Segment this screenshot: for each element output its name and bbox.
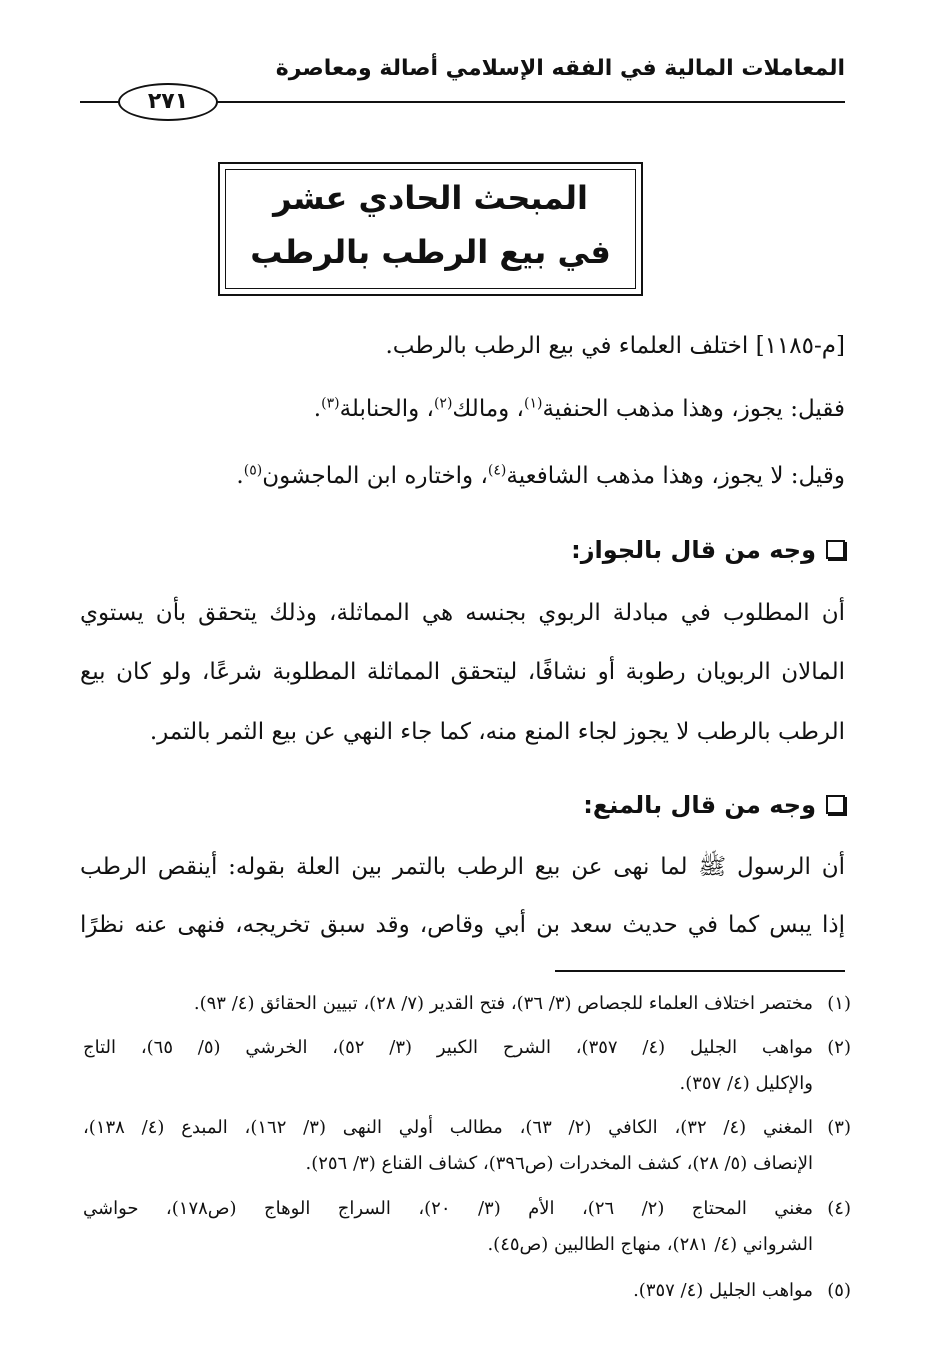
section-heading-forbid <box>80 785 845 825</box>
footnote-3 <box>81 1112 851 1176</box>
chapter-title-frame <box>218 162 643 296</box>
footnote-marker-2: (٢) <box>433 395 453 412</box>
opinion-permit <box>80 389 845 429</box>
opinion-permit-text-4: . <box>313 396 322 422</box>
chapter-title-line-1: المبحث الحادي عشر <box>273 179 588 217</box>
footnote-text: مواهب الجليل (٤/ ٣٥٧)، الشرح الكبير (٣/ ٥٢)، الخرشي (٥/ ٦٥)، التاج <box>83 1037 814 1058</box>
opinion-forbid-text-3: . <box>236 463 244 489</box>
footnote-number: (٣) <box>827 1117 851 1138</box>
opinion-forbid-text-1: وقيل: لا يجوز، وهذا مذهب الشافعية <box>506 463 845 489</box>
footnote-rule <box>555 970 845 972</box>
paragraph-line: إذا يبس كما في حديث سعد بن أبي وقاص، وقد سبق تخريجه، فنهى عنه نظرًا <box>80 912 845 938</box>
footnote-text: مغني المحتاج (٢/ ٢٦)، الأم (٣/ ٢٠)، السراج الوهاج (ص١٧٨)، حواشي <box>83 1198 814 1219</box>
opinion-permit-text-3: ، والحنابلة <box>339 396 434 422</box>
paragraph-line: الرطب بالرطب لا يجوز لجاء المنع منه، كما جاء النهي عن بيع الثمر بالتمر. <box>149 719 845 745</box>
footnote-number: (٥) <box>827 1280 851 1301</box>
footnote-marker-1: (١) <box>523 395 543 412</box>
footnote-number: (١) <box>827 993 851 1014</box>
footnote-text: الشرواني (٤/ ٢٨١)، منهاج الطالبين (ص٤٥). <box>487 1234 813 1255</box>
footnote-marker-5: (٥) <box>243 462 263 479</box>
opinion-forbid <box>80 456 845 496</box>
running-title: المعاملات المالية في الفقه الإسلامي أصالة ومعاصرة <box>275 56 845 81</box>
footnote-marker-3: (٣) <box>321 395 340 412</box>
footnote-1 <box>81 988 851 1020</box>
footnote-5 <box>81 1275 851 1307</box>
checkbox-icon <box>826 795 845 814</box>
section-heading-permit <box>80 530 845 570</box>
footnote-4 <box>81 1193 851 1257</box>
footnote-number: (٤) <box>827 1198 851 1219</box>
page-number: ٢٧١ <box>118 83 218 121</box>
opinion-permit-text-1: فقيل: يجوز، وهذا مذهب الحنفية <box>542 396 845 422</box>
chapter-title-line-2: في بيع الرطب بالرطب <box>250 233 611 271</box>
footnote-marker-4: (٤) <box>487 462 507 479</box>
paragraph-line: أن الرسول ﷺ لما نهى عن بيع الرطب بالتمر بين العلة بقوله: أينقص الرطب <box>80 854 845 880</box>
footnote-text: الإنصاف (٥/ ٢٨)، كشف المخدرات (ص٣٩٦)، كشاف القناع (٣/ ٢٥٦). <box>305 1153 813 1174</box>
issue-statement: [م-١١٨٥] اختلف العلماء في بيع الرطب بالرطب. <box>385 333 845 359</box>
section-heading-permit-text: وجه من قال بالجواز: <box>571 536 816 564</box>
footnote-text: المغني (٤/ ٣٢)، الكافي (٢/ ٦٣)، مطالب أولي النهى (٣/ ١٦٢)، المبدع (٤/ ١٣٨)، <box>83 1117 813 1138</box>
opinion-permit-text-2: ، ومالك <box>452 396 524 422</box>
section-heading-forbid-text: وجه من قال بالمنع: <box>583 791 816 819</box>
footnote-text: والإكليل (٤/ ٣٥٧). <box>679 1073 813 1094</box>
paragraph-line: أن المطلوب في مبادلة الربوي بجنسه هي المماثلة، وذلك يتحقق بأن يستوي <box>80 600 845 626</box>
footnote-text: مختصر اختلاف العلماء للجصاص (٣/ ٣٦)، فتح القدير (٧/ ٢٨)، تبيين الحقائق (٤/ ٩٣). <box>193 993 813 1014</box>
footnote-number: (٢) <box>827 1037 851 1058</box>
opinion-forbid-text-2: ، واختاره ابن الماجشون <box>262 463 488 489</box>
footnote-text: مواهب الجليل (٤/ ٣٥٧). <box>633 1280 813 1301</box>
footnote-2 <box>81 1032 851 1096</box>
paragraph-line: المالان الربويان رطوبة أو نشافًا، ليتحقق المماثلة المطلوبة شرعًا، ولو كان بيع <box>80 659 845 685</box>
checkbox-icon <box>826 540 845 559</box>
